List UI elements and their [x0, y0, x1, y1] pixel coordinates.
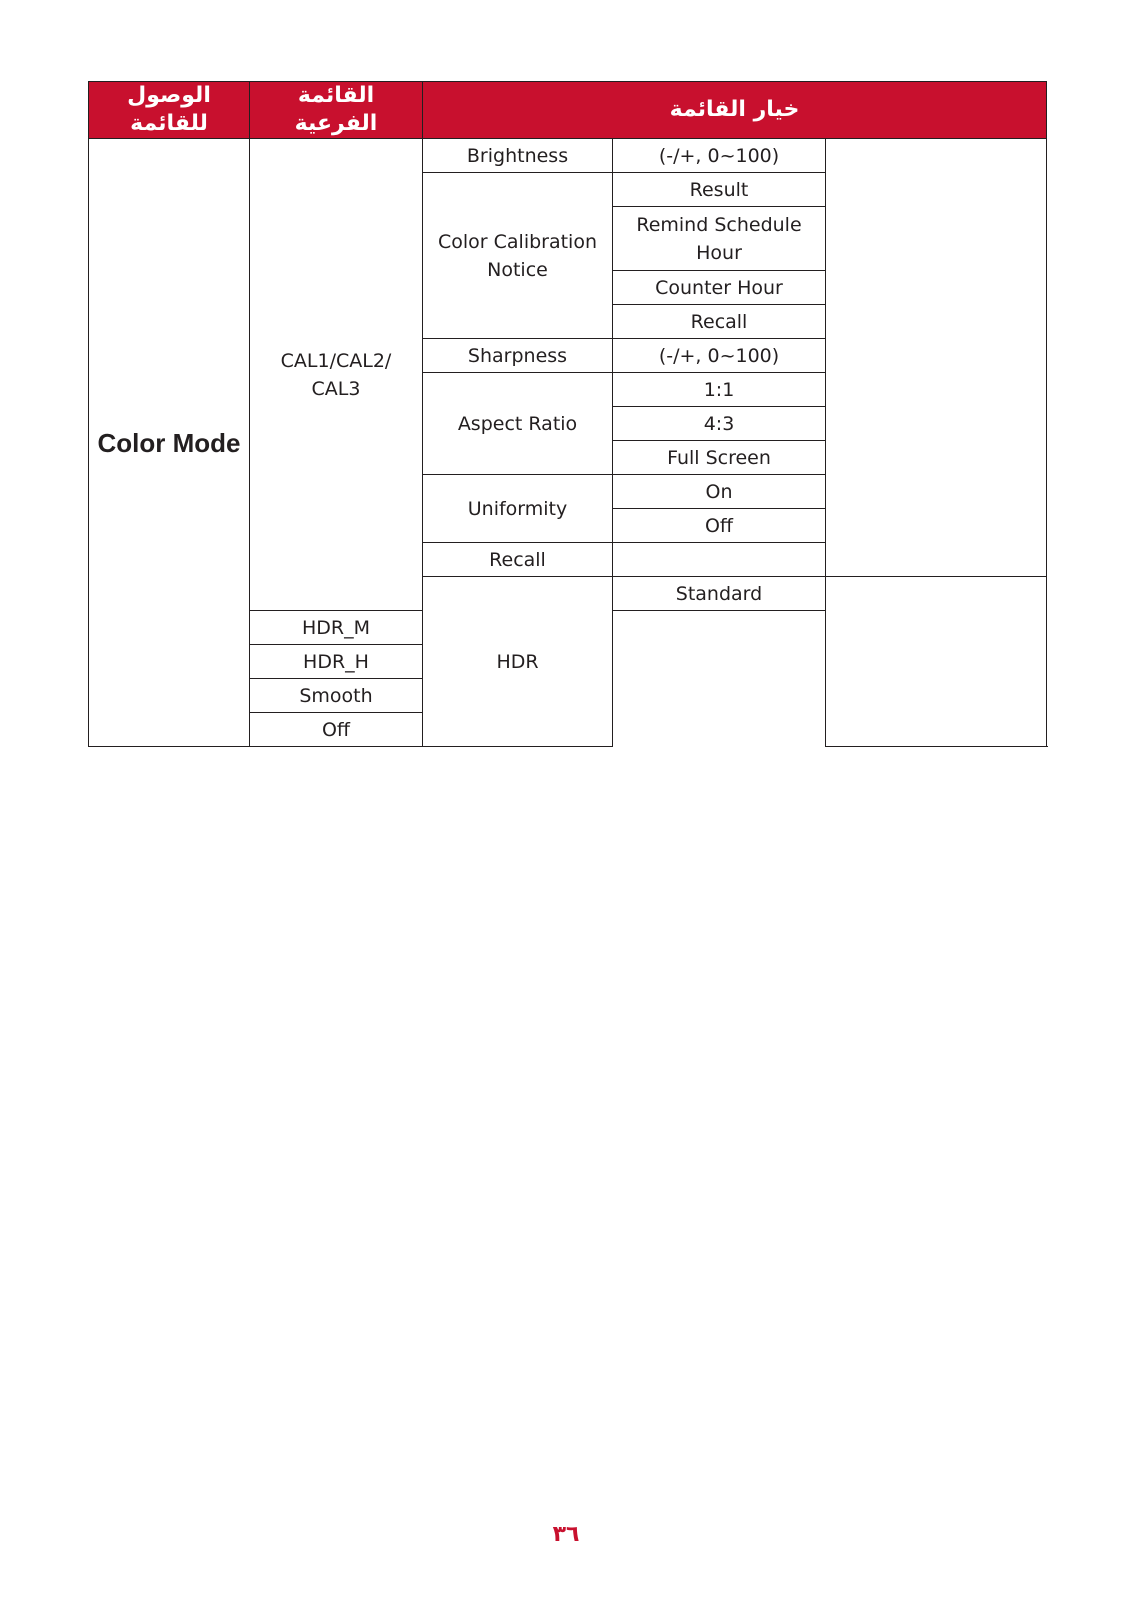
- main-menu-color-mode: Color Mode: [89, 139, 250, 747]
- value-ratio-1-1: 1:1: [613, 373, 826, 407]
- option-uniformity: Uniformity: [423, 475, 613, 543]
- menu-table: [88, 81, 1047, 747]
- empty-cell: [826, 139, 1047, 577]
- hdr-option: Off: [250, 713, 423, 747]
- submenu-cal: CAL1/CAL2/ CAL3: [250, 139, 423, 611]
- header-menu-option: خيار القائمة: [423, 82, 1047, 139]
- option-brightness: Brightness: [423, 139, 613, 173]
- page-number: ٣٦: [552, 1522, 580, 1547]
- empty-cell: [826, 577, 1047, 747]
- value-recall: Recall: [613, 305, 826, 339]
- value-on: On: [613, 475, 826, 509]
- value-off: Off: [613, 509, 826, 543]
- option-color-calibration-notice: Color Calibration Notice: [423, 173, 613, 339]
- hdr-option: Standard: [613, 577, 826, 611]
- value-ratio-4-3: 4:3: [613, 407, 826, 441]
- empty-cell: [613, 543, 1047, 577]
- value-counter-hour: Counter Hour: [613, 271, 826, 305]
- value-full-screen: Full Screen: [613, 441, 826, 475]
- value-remind-schedule-hour: Remind Schedule Hour: [613, 207, 826, 271]
- hdr-option: Smooth: [250, 679, 423, 713]
- hdr-option: HDR_H: [250, 645, 423, 679]
- header-menu-access: الوصول للقائمة: [89, 82, 250, 139]
- brightness-value: (-/+, 0~100): [613, 139, 826, 173]
- option-aspect-ratio: Aspect Ratio: [423, 373, 613, 475]
- header-submenu: القائمة الفرعية: [250, 82, 423, 139]
- header-row: [89, 82, 1047, 139]
- submenu-hdr: HDR: [423, 577, 613, 747]
- sharpness-value: (-/+, 0~100): [613, 339, 826, 373]
- option-recall: Recall: [423, 543, 613, 577]
- hdr-option: HDR_M: [250, 611, 423, 645]
- value-result: Result: [613, 173, 826, 207]
- option-sharpness: Sharpness: [423, 339, 613, 373]
